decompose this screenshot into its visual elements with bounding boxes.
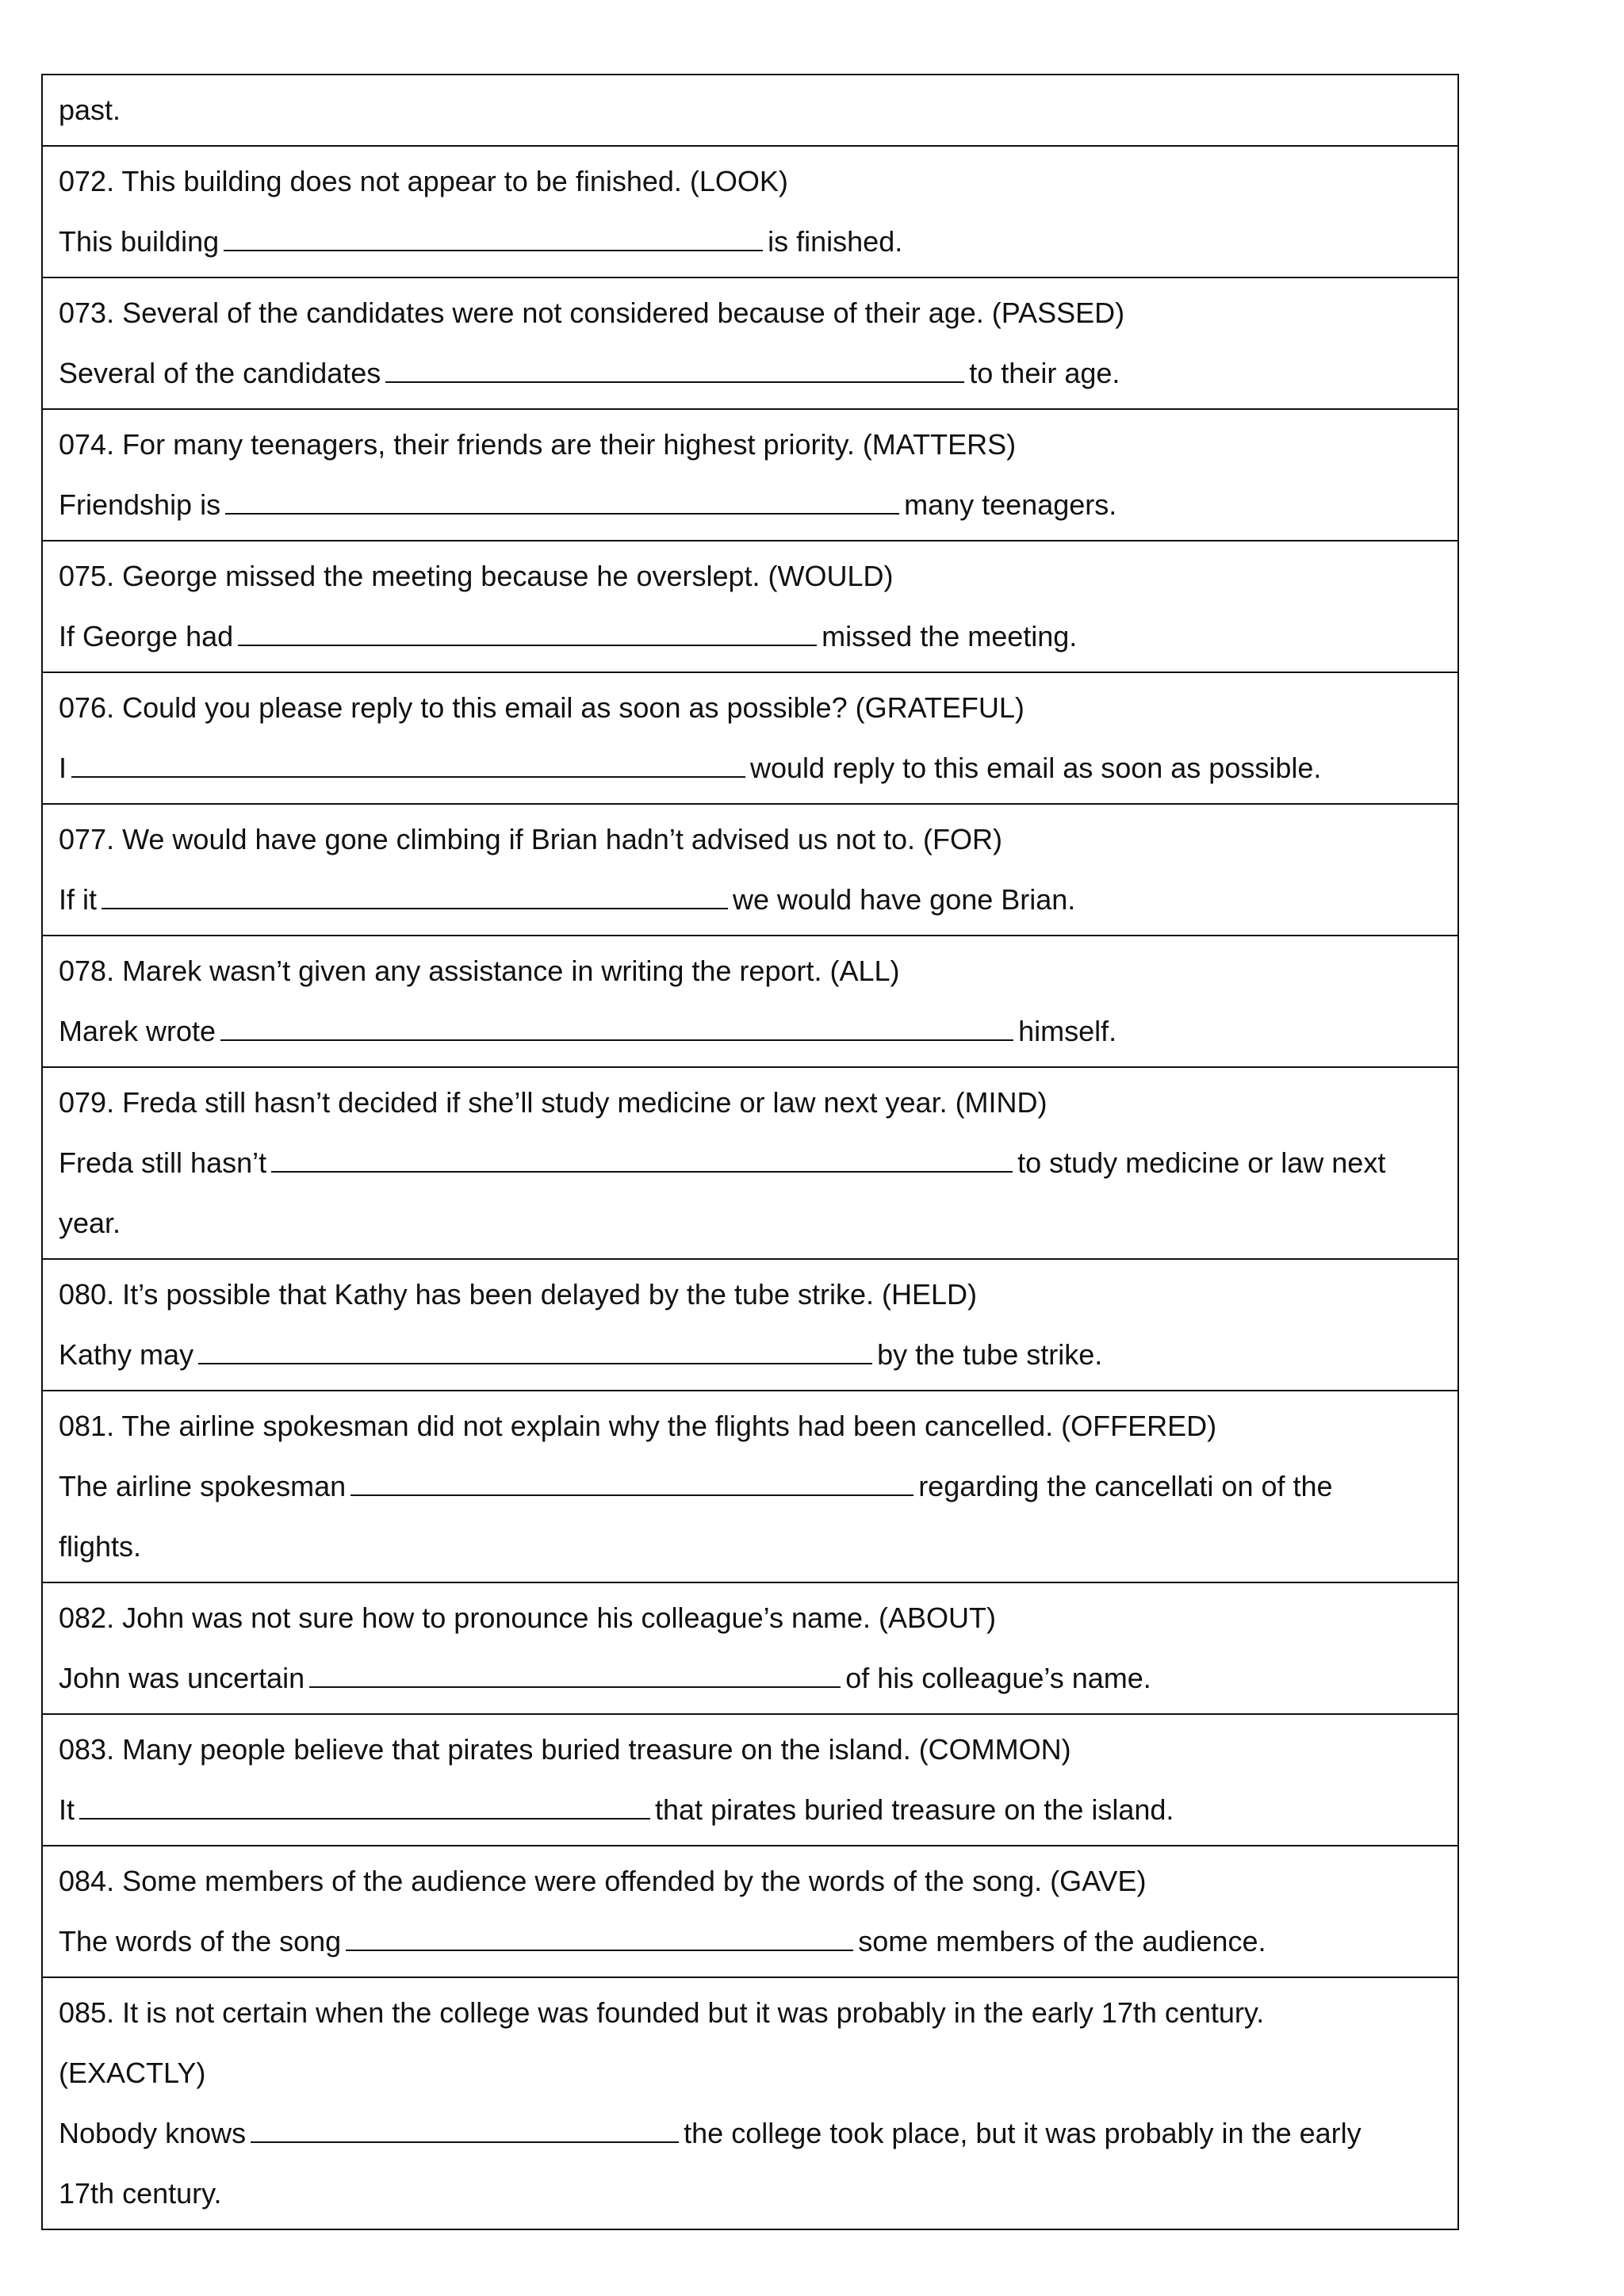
exercise-row: [43, 408, 1457, 540]
question-text-continued: flights.: [59, 1530, 142, 1563]
question-text: 083. Many people believe that pirates buried treasure on the island. (COMMON): [59, 1733, 1071, 1766]
sentence-end: missed the meeting.: [822, 620, 1078, 652]
answer-line: [59, 1911, 1442, 1972]
question-text: past.: [59, 94, 121, 126]
answer-blank[interactable]: [309, 1663, 841, 1688]
answer-blank[interactable]: [225, 489, 899, 515]
exercise-row: [43, 1976, 1457, 2229]
answer-line: [59, 2103, 1442, 2164]
answer-blank[interactable]: [71, 752, 745, 778]
sentence-end: that pirates buried treasure on the island.: [655, 1793, 1174, 1826]
question-text: 079. Freda still hasn’t decided if she’ll study medicine or law next year. (MIND): [59, 1086, 1048, 1119]
answer-line: [59, 1325, 1442, 1385]
question-text: 084. Some members of the audience were offended by the words of the song. (GAVE): [59, 1865, 1147, 1897]
question-text: 085. It is not certain when the college was founded but it was probably in the early 17th century.: [59, 1996, 1265, 2029]
answer-line: [59, 607, 1442, 667]
sentence-start: Kathy may: [59, 1338, 194, 1371]
sentence-start: If George had: [59, 620, 234, 652]
answer-blank[interactable]: [198, 1339, 872, 1364]
answer-line: [59, 738, 1442, 798]
question-text: 077. We would have gone climbing if Brian hadn’t advised us not to. (FOR): [59, 823, 1002, 855]
sentence-end: of his colleague’s name.: [845, 1662, 1151, 1694]
question-text-continued: 17th century.: [59, 2177, 222, 2210]
answer-line: [59, 1648, 1442, 1709]
sentence-start: The airline spokesman: [59, 1470, 347, 1502]
sentence-start: Freda still hasn’t: [59, 1146, 267, 1179]
sentence-end: himself.: [1018, 1015, 1117, 1047]
sentence-start: I: [59, 752, 67, 784]
exercise-row: [43, 803, 1457, 935]
sentence-end: some members of the audience.: [858, 1925, 1266, 1957]
sentence-end: the college took place, but it was probably in the early: [684, 2117, 1362, 2149]
question-text: 076. Could you please reply to this email as soon as possible? (GRATEFUL): [59, 691, 1025, 724]
sentence-start: If it: [59, 883, 98, 916]
sentence-end: we would have gone Brian.: [733, 883, 1076, 916]
answer-blank[interactable]: [251, 2118, 679, 2143]
exercise-row: [43, 672, 1457, 803]
answer-line: [59, 1456, 1442, 1517]
exercise-row: [43, 1066, 1457, 1258]
sentence-start: Friendship is: [59, 488, 221, 521]
exercise-row: [43, 145, 1457, 277]
sentence-end: to study medicine or law next: [1017, 1146, 1386, 1179]
exercise-row: [43, 1845, 1457, 1976]
exercise-row: [43, 1390, 1457, 1582]
sentence-start: Several of the candidates: [59, 357, 381, 389]
question-text: 075. George missed the meeting because he overslept. (WOULD): [59, 560, 894, 592]
question-text-continued: year.: [59, 1207, 121, 1239]
sentence-start: Marek wrote: [59, 1015, 216, 1047]
answer-line: [59, 870, 1442, 930]
answer-blank[interactable]: [220, 1016, 1013, 1041]
answer-line: [59, 343, 1442, 404]
sentence-end: is finished.: [768, 225, 903, 258]
exercise-row: [43, 1582, 1457, 1713]
sentence-start: John was uncertain: [59, 1662, 305, 1694]
question-text: 082. John was not sure how to pronounce his colleague’s name. (ABOUT): [59, 1601, 996, 1634]
answer-line: [59, 1133, 1442, 1193]
question-text: 074. For many teenagers, their friends are their highest priority. (MATTERS): [59, 428, 1017, 461]
question-text: 081. The airline spokesman did not explain why the flights had been cancelled. (OFFERED): [59, 1410, 1217, 1442]
answer-line: [59, 1001, 1442, 1062]
question-text: 073. Several of the candidates were not considered because of their age. (PASSED): [59, 297, 1125, 329]
answer-blank[interactable]: [238, 621, 817, 646]
answer-blank[interactable]: [102, 884, 728, 909]
sentence-start: This building: [59, 225, 220, 258]
sentence-end: by the tube strike.: [877, 1338, 1103, 1371]
answer-line: [59, 1780, 1442, 1840]
sentence-end: many teenagers.: [904, 488, 1117, 521]
sentence-end: regarding the cancellati on of the: [918, 1470, 1333, 1502]
answer-blank[interactable]: [385, 358, 964, 383]
answer-line: [59, 475, 1442, 535]
exercise-row: [43, 277, 1457, 408]
sentence-start: The words of the song: [59, 1925, 342, 1957]
question-text: 072. This building does not appear to be finished. (LOOK): [59, 165, 788, 197]
sentence-end: to their age.: [969, 357, 1120, 389]
exercise-row: [43, 540, 1457, 672]
sentence-start: It: [59, 1793, 75, 1826]
sentence-start: Nobody knows: [59, 2117, 247, 2149]
exercise-row: [43, 75, 1457, 145]
sentence-end: would reply to this email as soon as possible.: [750, 752, 1322, 784]
answer-blank[interactable]: [350, 1471, 914, 1496]
answer-blank[interactable]: [346, 1926, 853, 1951]
answer-line: [59, 212, 1442, 272]
answer-blank[interactable]: [79, 1794, 650, 1820]
question-text: 080. It’s possible that Kathy has been delayed by the tube strike. (HELD): [59, 1278, 978, 1311]
answer-blank[interactable]: [271, 1147, 1013, 1173]
question-text-continued: (EXACTLY): [59, 2057, 206, 2089]
exercise-row: [43, 1713, 1457, 1845]
answer-blank[interactable]: [224, 226, 763, 251]
exercise-table: [41, 74, 1459, 2230]
exercise-row: [43, 935, 1457, 1066]
exercise-row: [43, 1258, 1457, 1390]
question-text: 078. Marek wasn’t given any assistance in writing the report. (ALL): [59, 955, 900, 987]
